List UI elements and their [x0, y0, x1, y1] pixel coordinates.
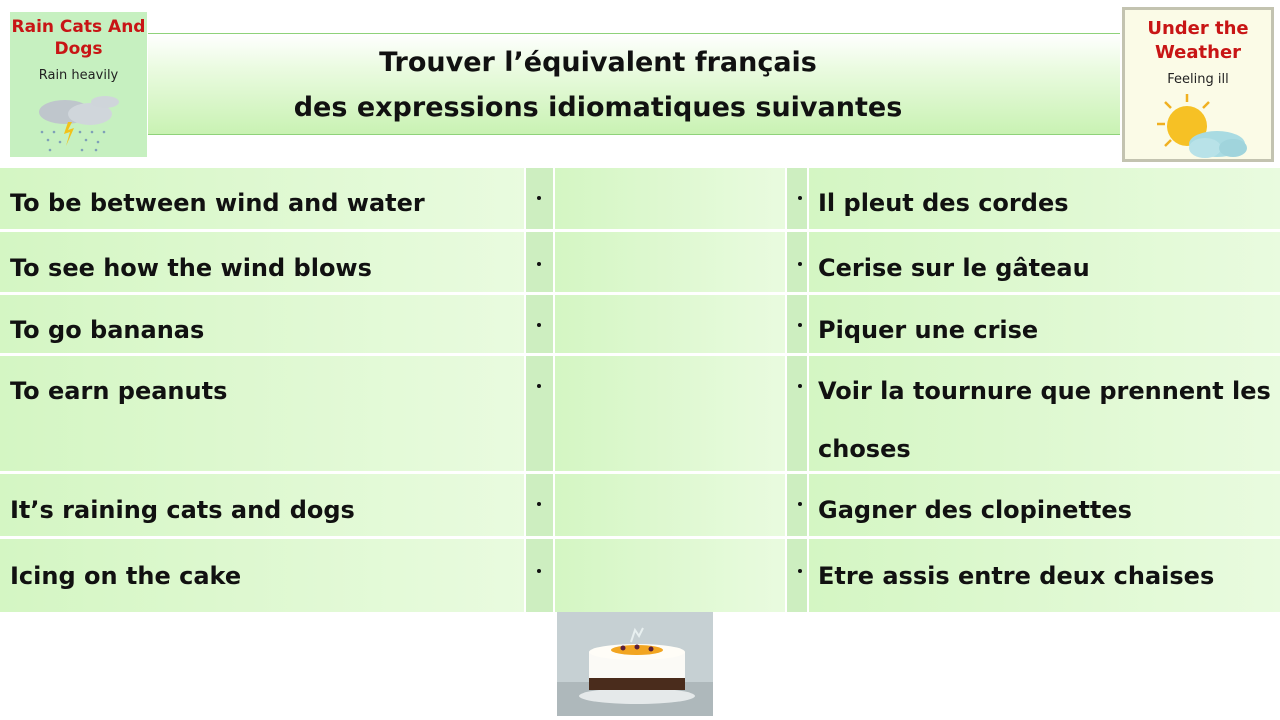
english-expression: To be between wind and water [10, 189, 425, 217]
rain-cats-and-dogs-card [10, 12, 147, 157]
page-title [148, 40, 1048, 130]
match-point-right[interactable] [798, 384, 802, 388]
match-point-left[interactable] [537, 196, 541, 200]
french-expression: Cerise sur le gâteau [818, 254, 1090, 282]
match-point-right[interactable] [798, 502, 802, 506]
table-row [0, 356, 1280, 471]
match-point-right[interactable] [798, 323, 802, 327]
card-heading: Rain Cats And Dogs [11, 17, 146, 59]
under-the-weather-card [1122, 7, 1274, 162]
french-expression: Voir la tournure que prennent les choses [818, 377, 1271, 463]
match-point-right[interactable] [798, 262, 802, 266]
table-row [0, 474, 1280, 536]
match-point-left[interactable] [537, 384, 541, 388]
match-point-right[interactable] [798, 196, 802, 200]
english-expression: To earn peanuts [10, 377, 228, 405]
french-expression: Il pleut des cordes [818, 189, 1069, 217]
french-expression: Gagner des clopinettes [818, 496, 1132, 524]
match-point-left[interactable] [537, 569, 541, 573]
english-expression: Icing on the cake [10, 562, 242, 590]
card-heading: Under the Weather [1147, 18, 1249, 63]
cake-photo [557, 612, 713, 716]
rain-cloud-icon [10, 88, 147, 158]
card-meaning: Feeling ill [1167, 72, 1229, 87]
match-point-right[interactable] [798, 569, 802, 573]
match-point-left[interactable] [537, 323, 541, 327]
title-line-2: des expressions idiomatiques suivantes [293, 92, 903, 123]
match-point-left[interactable] [537, 502, 541, 506]
table-row [0, 539, 1280, 612]
table-row [0, 168, 1280, 229]
cake-icon [557, 612, 713, 716]
match-point-left[interactable] [537, 262, 541, 266]
card-meaning: Rain heavily [38, 68, 119, 83]
sun-cloud-icon [1125, 92, 1271, 162]
english-expression: To go bananas [10, 316, 205, 344]
table-row [0, 295, 1280, 353]
english-expression: It’s raining cats and dogs [10, 496, 355, 524]
title-line-1: Trouver l’équivalent français [379, 47, 817, 78]
english-expression: To see how the wind blows [10, 254, 372, 282]
french-expression: Piquer une crise [818, 316, 1039, 344]
french-expression: Etre assis entre deux chaises [818, 562, 1215, 590]
table-row [0, 232, 1280, 292]
